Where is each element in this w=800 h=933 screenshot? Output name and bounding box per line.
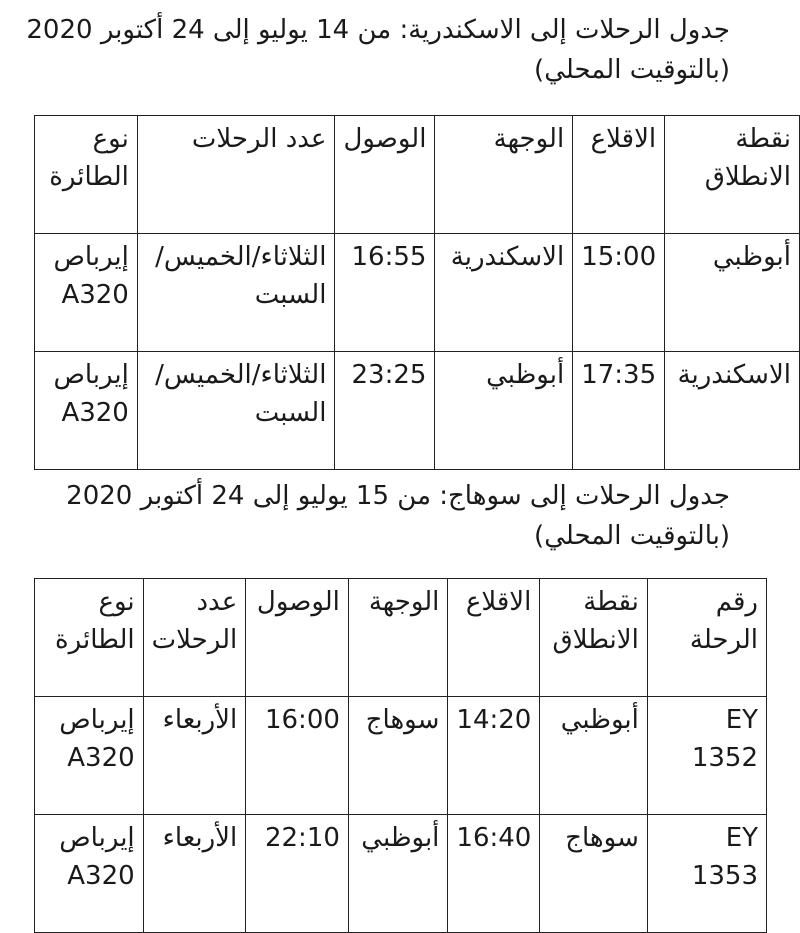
table-row [35,697,767,815]
flight-number: EY 1353 [691,823,758,891]
table-header-row [35,579,767,697]
table-cell: إيرباص A320 [35,697,144,815]
table-cell: الأربعاء [143,697,246,815]
schedule-table-sohag [34,578,767,933]
header-cell: الوصول [246,579,349,697]
schedule-title: جدول الرحلات إلى سوهاج: من 15 يوليو إلى 24 أكتوبر 2020 [66,481,730,511]
table-cell: أبوظبي [540,697,648,815]
table-cell: أبوظبي [435,352,573,470]
schedule-title: جدول الرحلات إلى الاسكندرية: من 14 يوليو إلى 24 أكتوبر 2020 [26,15,730,45]
table-cell: الأربعاء [143,815,246,933]
table-row [35,815,767,933]
schedule-subtitle: (بالتوقيت المحلي) [534,55,730,85]
section-heading-alexandria [20,10,730,90]
header-cell: نوع الطائرة [35,579,144,697]
table-cell: 23:25 [335,352,435,470]
header-cell: عدد الرحلات [143,579,246,697]
table-header-row [35,116,800,234]
header-cell: الاقلاع [448,579,540,697]
header-cell: الوصول [335,116,435,234]
table-cell: 14:20 [448,697,540,815]
header-cell: الاقلاع [573,116,665,234]
table-cell [647,815,766,933]
header-cell: عدد الرحلات [137,116,335,234]
table-cell: الاسكندرية [665,352,800,470]
table-cell: 16:55 [335,234,435,352]
table-cell: 15:00 [573,234,665,352]
flight-number: EY 1352 [691,705,758,773]
table-cell: أبوظبي [665,234,800,352]
table-cell: إيرباص A320 [35,352,138,470]
header-cell: الوجهة [348,579,448,697]
header-cell: رقم الرحلة [647,579,766,697]
table-row [35,234,800,352]
header-cell: الوجهة [435,116,573,234]
table-cell: الثلاثاء/الخميس/السبت [137,234,335,352]
table-cell: أبوظبي [348,815,448,933]
table-cell: إيرباص A320 [35,815,144,933]
table-cell: 16:40 [448,815,540,933]
table-cell: سوهاج [540,815,648,933]
table-cell: 16:00 [246,697,349,815]
section-heading-sohag [20,476,730,556]
table-cell: سوهاج [348,697,448,815]
table-cell: الاسكندرية [435,234,573,352]
schedule-table-alexandria [34,115,800,470]
header-cell: نوع الطائرة [35,116,138,234]
table-row [35,352,800,470]
schedule-subtitle: (بالتوقيت المحلي) [534,521,730,551]
table-cell: 22:10 [246,815,349,933]
table-cell: 17:35 [573,352,665,470]
header-cell: نقطة الانطلاق [665,116,800,234]
table-cell: إيرباص A320 [35,234,138,352]
table-cell: الثلاثاء/الخميس/السبت [137,352,335,470]
header-cell: نقطة الانطلاق [540,579,648,697]
table-cell [647,697,766,815]
